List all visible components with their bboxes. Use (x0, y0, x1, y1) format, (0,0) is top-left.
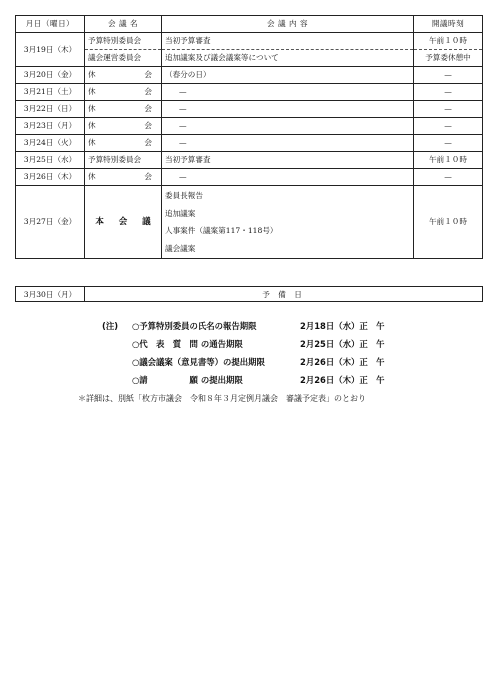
row-date: 3月22日（日） (16, 101, 85, 118)
note-label: ○代 表 質 問 の通告期限 (132, 339, 243, 349)
row-time: — (414, 169, 483, 186)
note-row (0, 320, 496, 332)
row-time: — (414, 67, 483, 84)
row-meeting: 休 会 (85, 118, 162, 135)
note-deadline: 2月26日（木）正 午 (300, 375, 385, 385)
header-date: 月日（曜日） (16, 16, 85, 33)
table-row (16, 84, 483, 101)
note-deadline: 2月26日（木）正 午 (300, 357, 385, 367)
row-time: 午前１０時 (414, 33, 483, 50)
table-row (16, 152, 483, 169)
table-header-row (16, 16, 483, 33)
note-deadline: 2月18日（水）正 午 (300, 321, 385, 331)
row-meeting: 議会運営委員会 (85, 50, 162, 67)
row-time: — (414, 84, 483, 101)
row-content: （春分の日） (162, 67, 414, 84)
table-row (16, 287, 483, 302)
note-label: ○請 願 の提出期限 (132, 375, 243, 385)
row-meeting: 本 会 議 (85, 186, 162, 259)
table-row (16, 169, 483, 186)
row-date: 3月25日（水） (16, 152, 85, 169)
row-date: 3月21日（土） (16, 84, 85, 101)
row-time: — (414, 118, 483, 135)
row-date: 3月24日（火） (16, 135, 85, 152)
table-row (16, 118, 483, 135)
note-label: ○議会議案（意見書等）の提出期限 (132, 357, 265, 367)
row-time: 午前１０時 (414, 152, 483, 169)
row-date: 3月20日（金） (16, 67, 85, 84)
row-meeting: 休 会 (85, 84, 162, 101)
note-row (0, 356, 496, 368)
row-time: — (414, 101, 483, 118)
content-line: 人事案件（議案第117・118号） (165, 226, 278, 235)
header-meeting: 会 議 名 (85, 16, 162, 33)
note-prefix: (注) (102, 321, 119, 331)
row-date: 3月23日（月） (16, 118, 85, 135)
row-content: — (162, 101, 414, 118)
row-content: — (162, 118, 414, 135)
row-meeting: 休 会 (85, 169, 162, 186)
header-time: 開議時刻 (414, 16, 483, 33)
table-row (16, 33, 483, 50)
row-date: 3月26日（木） (16, 169, 85, 186)
row-time: 予算委休憩中 (414, 50, 483, 67)
row-meeting: 休 会 (85, 67, 162, 84)
table-row (16, 101, 483, 118)
table-row (16, 50, 483, 67)
row-meeting: 予算特別委員会 (85, 33, 162, 50)
note-deadline: 2月25日（水）正 午 (300, 339, 385, 349)
row-content: 当初予算審査 (162, 152, 414, 169)
row-content: — (162, 135, 414, 152)
row-content: 当初予算審査 (162, 33, 414, 50)
row-time: — (414, 135, 483, 152)
row-content: 追加議案及び議会議案等について (162, 50, 414, 67)
row-content (162, 186, 414, 259)
header-content: 会 議 内 容 (162, 16, 414, 33)
footer-note: ＊詳細は、別紙「枚方市議会 令和８年３月定例月議会 審議予定表」のとおり (78, 394, 366, 403)
row-content: — (162, 169, 414, 186)
schedule-table (15, 15, 483, 259)
table-row (16, 67, 483, 84)
content-line: 委員長報告 (165, 191, 203, 200)
content-line: 議会議案 (165, 243, 196, 253)
note-row (0, 338, 496, 350)
content-line: 追加議案 (165, 208, 196, 218)
row-meeting: 休 会 (85, 101, 162, 118)
reserve-date: 3月30日（月） (16, 287, 85, 302)
note-label: ○予算特別委員の氏名の報告期限 (132, 321, 257, 331)
row-meeting: 休 会 (85, 135, 162, 152)
table-row (16, 135, 483, 152)
reserve-day-table (15, 286, 483, 302)
row-content: — (162, 84, 414, 101)
note-row (0, 374, 496, 386)
reserve-label: 予 備 日 (85, 287, 483, 302)
row-meeting: 予算特別委員会 (85, 152, 162, 169)
table-row (16, 186, 483, 259)
row-time: 午前１０時 (414, 186, 483, 259)
row-date: 3月27日（金） (16, 186, 85, 259)
row-date: 3月19日（木） (16, 33, 85, 67)
